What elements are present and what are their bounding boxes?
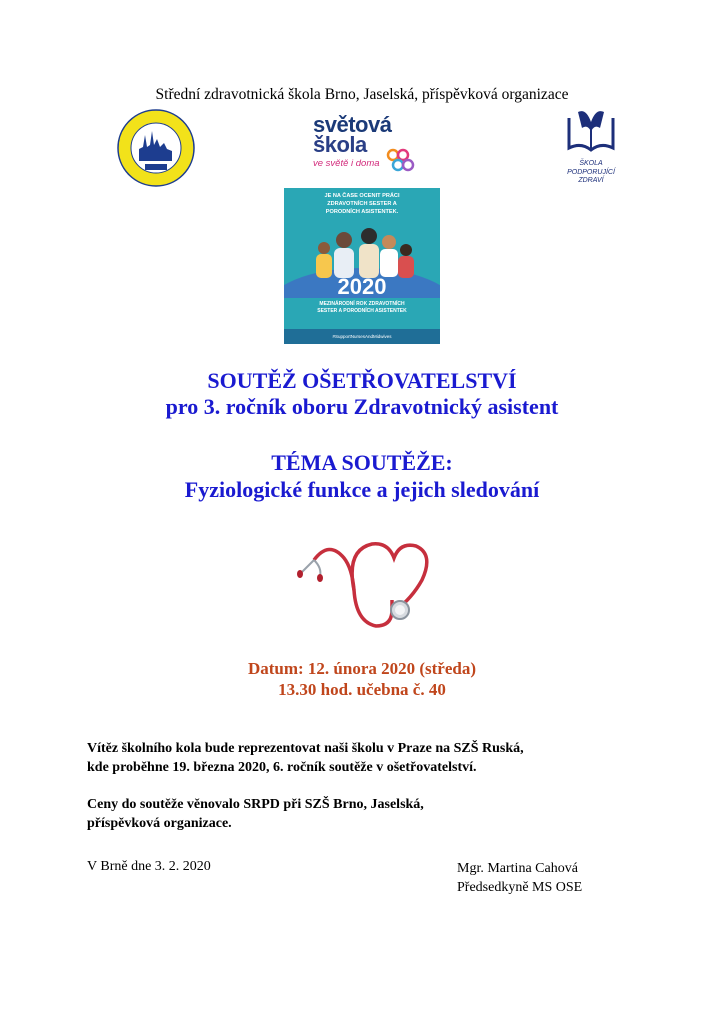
poster-subtitle-line1: MEZINÁRODNÍ ROK ZDRAVOTNÍCH: [319, 301, 405, 307]
poster-hashtag: #SupportNursesAndMidwives: [284, 329, 440, 344]
prizes-paragraph-line2: příspěvková organizace.: [87, 816, 232, 831]
signature-block: [457, 859, 582, 897]
svetova-skola-logo: [313, 112, 418, 177]
poster-headline: [284, 192, 440, 216]
school-seal-logo: [117, 109, 195, 187]
event-time-room: 13.30 hod. učebna č. 40: [278, 680, 446, 699]
spz-label-line1: ŠKOLA: [579, 160, 603, 167]
poster-subtitle-line2: SESTER A PORODNÍCH ASISTENTEK: [317, 308, 407, 314]
poster-headline-line3: PORODNÍCH ASISTENTEK.: [325, 209, 399, 215]
winner-paragraph-line2: kde proběhne 19. března 2020, 6. ročník soutěže v ošetřovatelství.: [87, 760, 477, 775]
winner-paragraph: [87, 739, 647, 777]
nurses-year-poster: [284, 188, 440, 344]
colored-rings-icon: [385, 145, 425, 175]
poster-headline-line1: JE NA ČASE OCENIT PRÁCI: [324, 193, 400, 199]
theme-heading: TÉMA SOUTĚŽE:: [271, 450, 453, 475]
open-book-icon: [566, 108, 616, 154]
skola-podporujici-zdravi-logo: [560, 108, 622, 184]
spz-label-line2: PODPORUJÍCÍ ZDRAVÍ: [567, 169, 615, 184]
winner-paragraph-line1: Vítěz školního kola bude reprezentovat naši školu v Praze na SZŠ Ruská,: [87, 741, 524, 756]
svetova-skola-tagline: ve světě i doma: [313, 158, 380, 169]
theme-text: Fyziologické funkce a jejich sledování: [184, 477, 540, 502]
poster-headline-line2: ZDRAVOTNÍCH SESTER A: [327, 201, 397, 207]
signature-name: Mgr. Martina Cahová: [457, 861, 578, 876]
poster-year: 2020: [337, 274, 387, 299]
signature-role: Předsedkyně MS OSE: [457, 880, 583, 895]
school-name-header: Střední zdravotnická škola Brno, Jaselská, příspěvková organizace: [155, 86, 569, 103]
prizes-paragraph-line1: Ceny do soutěže věnovalo SRPD při SZŠ Brno, Jaselská,: [87, 797, 424, 812]
prizes-paragraph: [87, 795, 647, 833]
svetova-skola-word1: světová: [313, 112, 392, 137]
svetova-skola-word2: škola: [313, 132, 367, 157]
competition-subtitle: pro 3. ročník oboru Zdravotnický asistent: [165, 394, 559, 419]
competition-title: SOUTĚŽ OŠETŘOVATELSTVÍ: [207, 368, 517, 393]
place-date: V Brně dne 3. 2. 2020: [87, 859, 211, 874]
stethoscope-heart-icon: [284, 530, 440, 636]
poster-subtitle: [284, 301, 440, 315]
event-date: Datum: 12. února 2020 (středa): [247, 659, 477, 678]
